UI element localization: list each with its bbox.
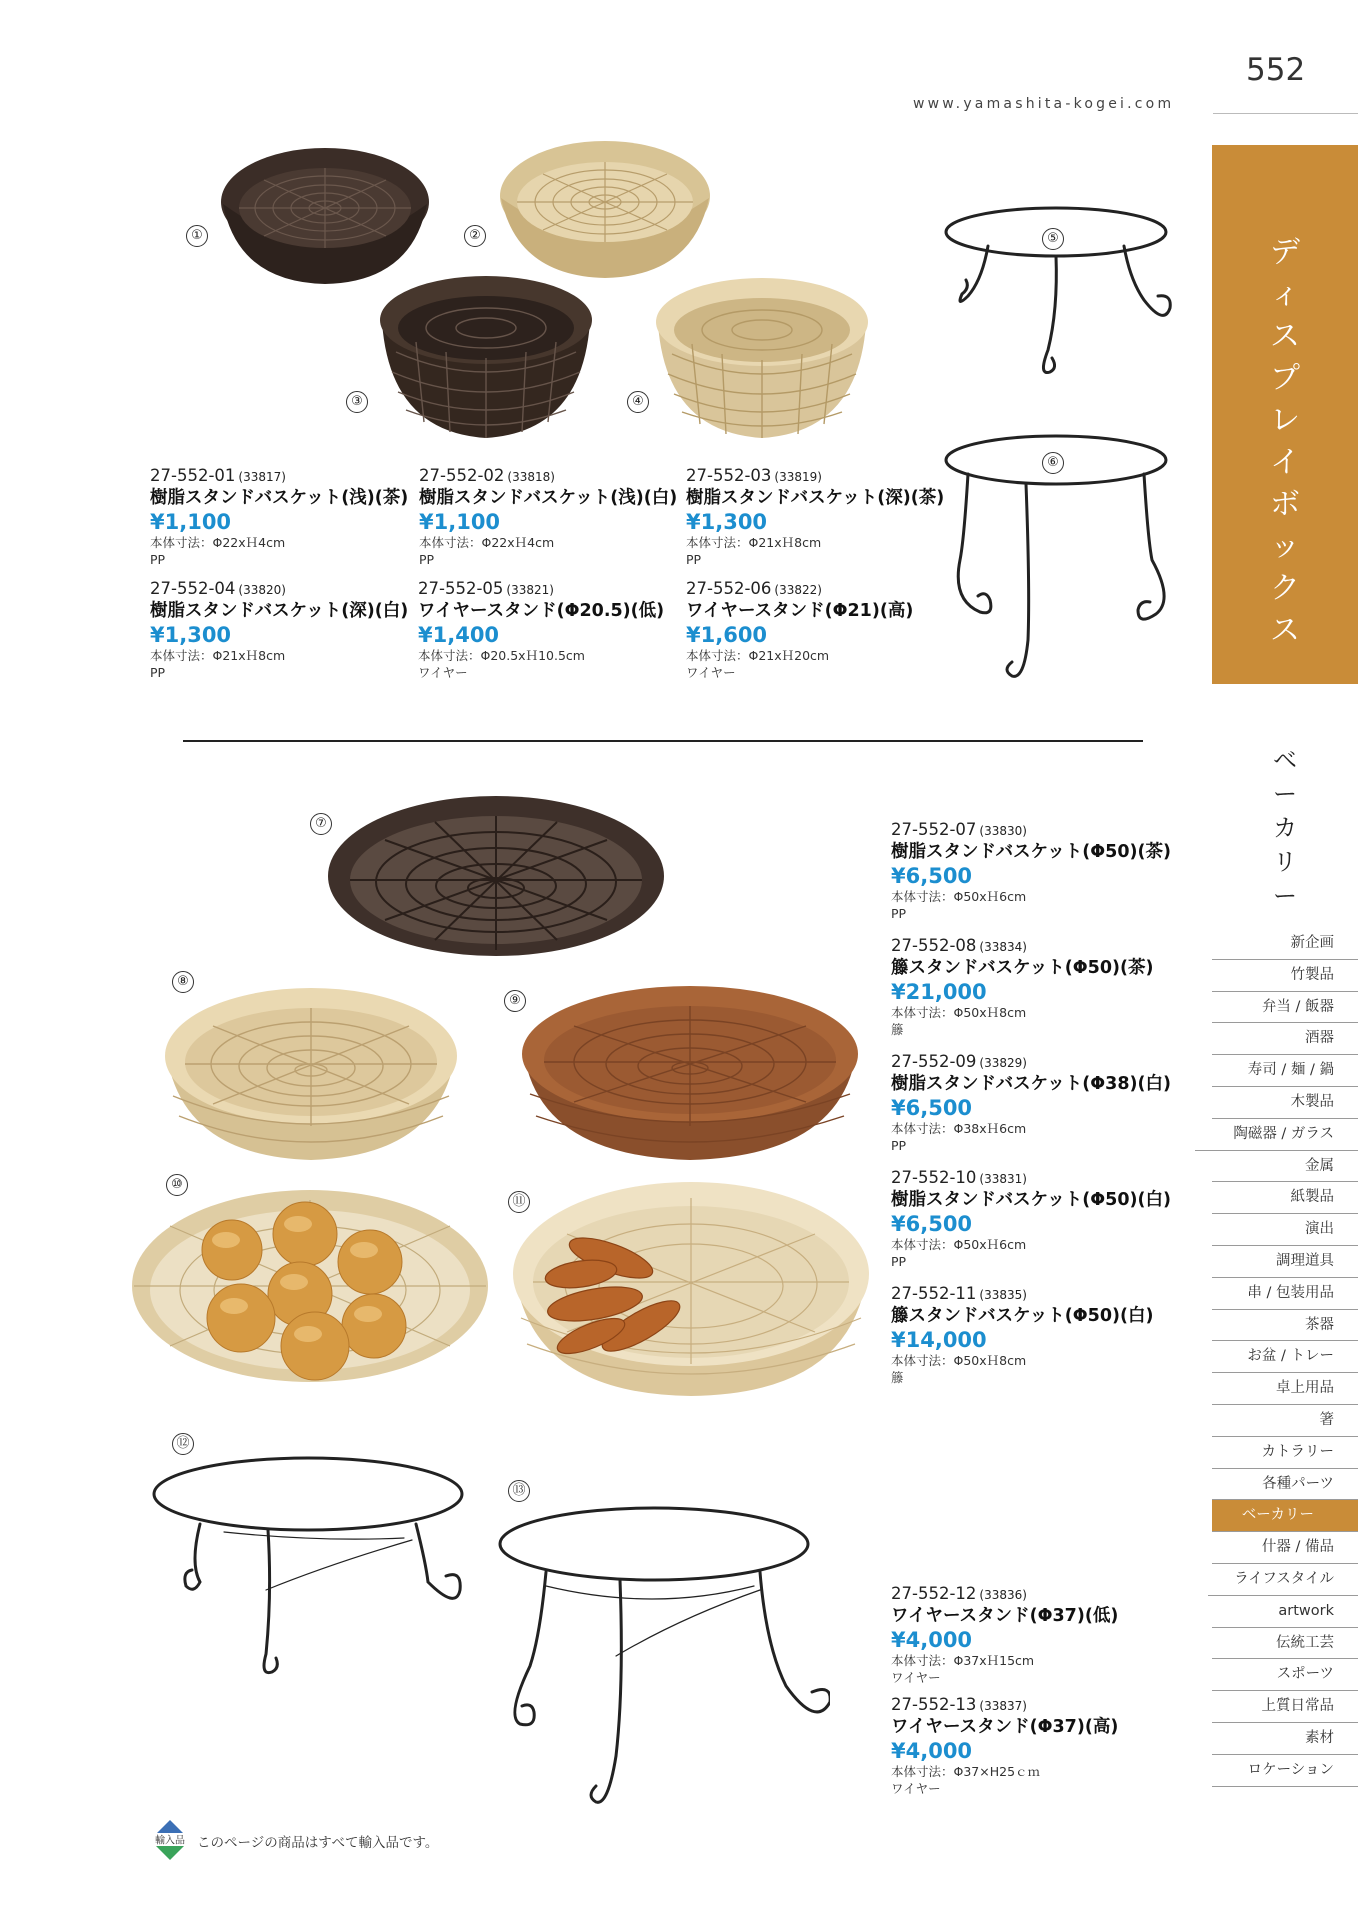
nav-item[interactable]: 新企画 xyxy=(1212,928,1358,960)
product-price: ¥1,600 xyxy=(686,623,768,647)
product-material: PP xyxy=(419,552,435,567)
marker-9: ⑨ xyxy=(504,990,526,1012)
product-code: 27-552-08 (33834) xyxy=(891,936,1027,955)
nav-item[interactable]: ロケーション xyxy=(1212,1755,1358,1787)
product-27-552-12 xyxy=(891,1584,1191,1686)
product-27-552-09 xyxy=(891,1052,1191,1154)
nav-item[interactable]: スポーツ xyxy=(1212,1659,1358,1691)
product-size: 本体寸法：Φ38xＨ6cm xyxy=(891,1121,1027,1136)
product-price: ¥4,000 xyxy=(891,1739,973,1763)
product-size: 本体寸法：Φ20.5xＨ10.5cm xyxy=(418,648,585,663)
product-code: 27-552-06 (33822) xyxy=(686,579,822,598)
product-id: (33829) xyxy=(979,1056,1027,1070)
site-url[interactable]: www.yamashita-kogei.com xyxy=(913,96,1175,112)
product-name: ワイヤースタンド(Φ20.5)(低) xyxy=(418,601,665,621)
product-price: ¥1,300 xyxy=(686,510,768,534)
product-material: PP xyxy=(150,665,166,680)
product-id: (33822) xyxy=(774,583,822,597)
product-name: 樹脂スタンドバスケット(Φ50)(白) xyxy=(891,1190,1171,1210)
basket-7-image xyxy=(325,790,667,968)
nav-item[interactable]: カトラリー xyxy=(1212,1437,1358,1469)
product-code: 27-552-02 (33818) xyxy=(419,466,555,485)
wire-stand-13-image xyxy=(490,1506,830,1810)
subcategory-title: ベーカリー xyxy=(1273,746,1297,910)
page-number-rule xyxy=(1213,113,1358,114)
product-name: ワイヤースタンド(Φ21)(高) xyxy=(686,601,914,621)
product-name: 籐スタンドバスケット(Φ50)(茶) xyxy=(891,958,1154,978)
marker-3: ③ xyxy=(346,391,368,413)
nav-item[interactable]: ライフスタイル xyxy=(1208,1564,1358,1596)
product-price: ¥21,000 xyxy=(891,980,987,1004)
nav-item[interactable]: 各種パーツ xyxy=(1212,1469,1358,1501)
nav-item[interactable]: 什器 / 備品 xyxy=(1212,1532,1358,1564)
nav-item[interactable]: 弁当 / 飯器 xyxy=(1212,992,1358,1024)
product-name: 籐スタンドバスケット(Φ50)(白) xyxy=(891,1306,1154,1326)
product-size: 本体寸法：Φ50xＨ6cm xyxy=(891,1237,1027,1252)
nav-item[interactable]: 伝統工芸 xyxy=(1212,1628,1358,1660)
marker-5: ⑤ xyxy=(1042,228,1064,250)
marker-7: ⑦ xyxy=(310,813,332,835)
product-name: ワイヤースタンド(Φ37)(高) xyxy=(891,1717,1119,1737)
nav-item[interactable]: 茶器 xyxy=(1212,1310,1358,1342)
product-id: (33834) xyxy=(979,940,1027,954)
product-name: ワイヤースタンド(Φ37)(低) xyxy=(891,1606,1119,1626)
marker-4: ④ xyxy=(627,391,649,413)
product-price: ¥6,500 xyxy=(891,864,973,888)
import-badge-icon xyxy=(150,1819,190,1861)
product-id: (33837) xyxy=(979,1699,1027,1713)
product-27-552-05 xyxy=(418,579,718,681)
product-name: 樹脂スタンドバスケット(浅)(白) xyxy=(419,488,678,508)
product-price: ¥1,100 xyxy=(150,510,232,534)
side-nav xyxy=(1212,928,1358,1787)
product-27-552-04 xyxy=(150,579,450,681)
nav-item[interactable]: 串 / 包装用品 xyxy=(1212,1278,1358,1310)
product-size: 本体寸法：Φ22xＨ4cm xyxy=(150,535,286,550)
product-code: 27-552-01 (33817) xyxy=(150,466,286,485)
nav-item[interactable]: 陶磁器 / ガラス xyxy=(1195,1119,1358,1151)
product-price: ¥1,100 xyxy=(419,510,501,534)
product-material: PP xyxy=(891,906,907,921)
product-price: ¥6,500 xyxy=(891,1212,973,1236)
product-size: 本体寸法：Φ22xＨ4cm xyxy=(419,535,555,550)
product-id: (33835) xyxy=(979,1288,1027,1302)
product-code: 27-552-10 (33831) xyxy=(891,1168,1027,1187)
basket-3-image xyxy=(376,272,596,442)
product-code: 27-552-09 (33829) xyxy=(891,1052,1027,1071)
marker-6: ⑥ xyxy=(1042,452,1064,474)
marker-2: ② xyxy=(464,225,486,247)
product-price: ¥1,400 xyxy=(418,623,500,647)
product-name: 樹脂スタンドバスケット(Φ50)(茶) xyxy=(891,842,1171,862)
nav-item[interactable]: 上質日常品 xyxy=(1212,1691,1358,1723)
product-material: 籐 xyxy=(891,1022,904,1037)
product-code: 27-552-12 (33836) xyxy=(891,1584,1027,1603)
product-material: ワイヤー xyxy=(891,1670,941,1685)
marker-1: ① xyxy=(186,225,208,247)
product-code: 27-552-07 (33830) xyxy=(891,820,1027,839)
product-27-552-02 xyxy=(419,466,719,568)
product-material: ワイヤー xyxy=(418,665,468,680)
product-name: 樹脂スタンドバスケット(Φ38)(白) xyxy=(891,1074,1171,1094)
marker-13: ⑬ xyxy=(508,1480,530,1502)
product-size: 本体寸法：Φ50xＨ8cm xyxy=(891,1005,1027,1020)
product-id: (33817) xyxy=(238,470,286,484)
marker-11: ⑪ xyxy=(508,1191,530,1213)
nav-item[interactable]: お盆 / トレー xyxy=(1212,1341,1358,1373)
section-divider xyxy=(183,740,1143,742)
marker-12: ⑫ xyxy=(172,1433,194,1455)
product-price: ¥4,000 xyxy=(891,1628,973,1652)
nav-item[interactable]: artwork xyxy=(1212,1596,1358,1628)
product-id: (33830) xyxy=(979,824,1027,838)
product-27-552-01 xyxy=(150,466,450,568)
product-code: 27-552-03 (33819) xyxy=(686,466,822,485)
product-27-552-08 xyxy=(891,936,1191,1038)
wire-stand-12-image xyxy=(150,1454,466,1680)
product-material: PP xyxy=(891,1138,907,1153)
import-badge-label: 輸入品 xyxy=(155,1835,185,1847)
product-price: ¥1,300 xyxy=(150,623,232,647)
product-size: 本体寸法：Φ21xＨ8cm xyxy=(686,535,822,550)
basket-10-image xyxy=(130,1186,490,1386)
category-title: ディスプレイボックス xyxy=(1270,235,1300,648)
product-code: 27-552-05 (33821) xyxy=(418,579,554,598)
product-27-552-07 xyxy=(891,820,1191,922)
product-material: ワイヤー xyxy=(686,665,736,680)
page-number: 552 xyxy=(1246,52,1306,88)
product-price: ¥6,500 xyxy=(891,1096,973,1120)
product-27-552-03 xyxy=(686,466,986,568)
nav-item[interactable]: 寿司 / 麺 / 鍋 xyxy=(1212,1055,1358,1087)
product-id: (33831) xyxy=(979,1172,1027,1186)
product-size: 本体寸法：Φ50xＨ8cm xyxy=(891,1353,1027,1368)
product-material: PP xyxy=(891,1254,907,1269)
nav-item-active[interactable]: ベーカリー xyxy=(1212,1500,1358,1532)
product-size: 本体寸法：Φ50xＨ6cm xyxy=(891,889,1027,904)
nav-item[interactable]: 演出 xyxy=(1212,1214,1358,1246)
product-name: 樹脂スタンドバスケット(浅)(茶) xyxy=(150,488,409,508)
footer-note: このページの商品はすべて輸入品です。 xyxy=(197,1835,439,1851)
nav-item[interactable]: 調理道具 xyxy=(1212,1246,1358,1278)
nav-item[interactable]: 酒器 xyxy=(1212,1023,1358,1055)
basket-1-image xyxy=(218,142,432,292)
nav-item[interactable]: 卓上用品 xyxy=(1212,1373,1358,1405)
nav-item[interactable]: 箸 xyxy=(1212,1405,1358,1437)
product-size: 本体寸法：Φ21xＨ8cm xyxy=(150,648,286,663)
basket-4-image xyxy=(652,274,872,442)
product-price: ¥14,000 xyxy=(891,1328,987,1352)
product-size: 本体寸法：Φ37xＨ15cm xyxy=(891,1653,1035,1668)
product-27-552-13 xyxy=(891,1695,1191,1797)
product-27-552-06 xyxy=(686,579,986,681)
product-material: ワイヤー xyxy=(891,1781,941,1796)
product-27-552-10 xyxy=(891,1168,1191,1270)
product-material: PP xyxy=(686,552,702,567)
nav-item[interactable]: 竹製品 xyxy=(1212,960,1358,992)
product-27-552-11 xyxy=(891,1284,1191,1386)
product-name: 樹脂スタンドバスケット(深)(茶) xyxy=(686,488,945,508)
wire-stand-5-image xyxy=(938,200,1174,382)
basket-8-image xyxy=(163,976,459,1162)
basket-2-image xyxy=(497,136,713,284)
product-id: (33821) xyxy=(506,583,554,597)
nav-item[interactable]: 紙製品 xyxy=(1212,1182,1358,1214)
product-material: 籐 xyxy=(891,1370,904,1385)
basket-11-image xyxy=(511,1178,871,1398)
nav-item[interactable]: 木製品 xyxy=(1212,1087,1358,1119)
product-size: 本体寸法：Φ37×H25ｃｍ xyxy=(891,1764,1041,1779)
product-name: 樹脂スタンドバスケット(深)(白) xyxy=(150,601,409,621)
marker-8: ⑧ xyxy=(172,971,194,993)
nav-item[interactable]: 素材 xyxy=(1212,1723,1358,1755)
basket-9-image xyxy=(520,976,860,1162)
product-id: (33820) xyxy=(238,583,286,597)
product-code: 27-552-13 (33837) xyxy=(891,1695,1027,1714)
product-id: (33836) xyxy=(979,1588,1027,1602)
product-material: PP xyxy=(150,552,166,567)
product-id: (33818) xyxy=(507,470,555,484)
product-id: (33819) xyxy=(774,470,822,484)
product-size: 本体寸法：Φ21xＨ20cm xyxy=(686,648,830,663)
nav-item[interactable]: 金属 xyxy=(1212,1151,1358,1183)
product-code: 27-552-04 (33820) xyxy=(150,579,286,598)
marker-10: ⑩ xyxy=(166,1174,188,1196)
product-code: 27-552-11 (33835) xyxy=(891,1284,1027,1303)
